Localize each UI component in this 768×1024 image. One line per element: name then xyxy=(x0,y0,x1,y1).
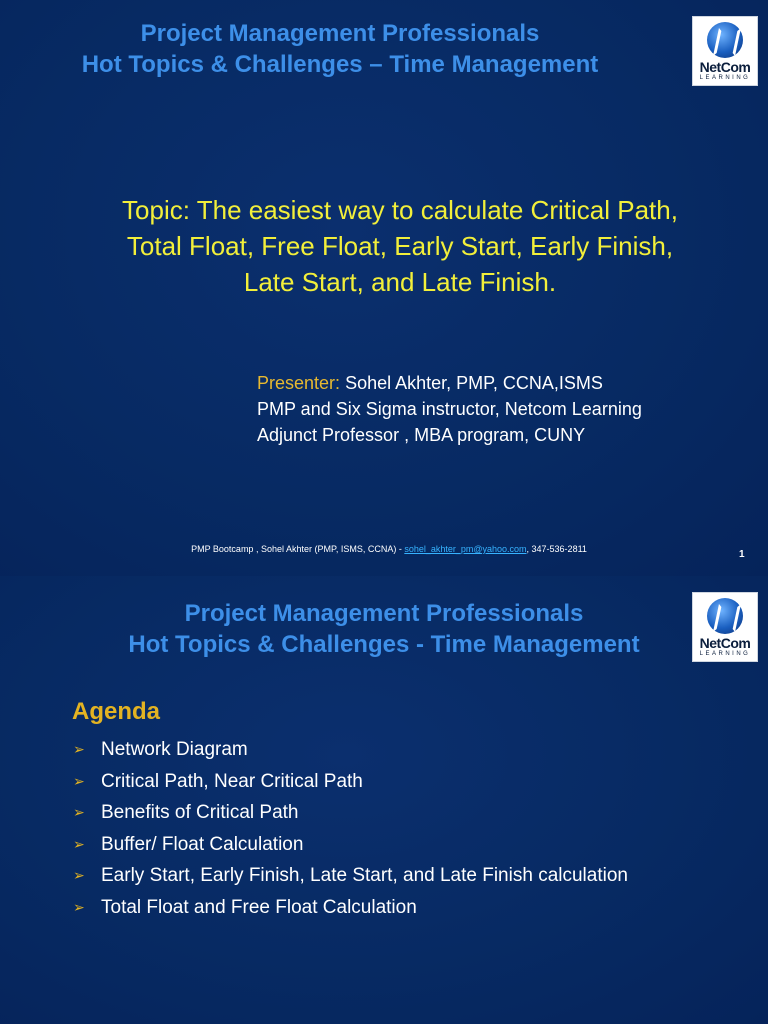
title-line-1: Project Management Professionals xyxy=(184,600,584,627)
topic-line-1: Topic: The easiest way to calculate Critical Path, xyxy=(122,195,678,225)
presenter-line-2: PMP and Six Sigma instructor, Netcom Learning xyxy=(257,399,642,419)
agenda-heading: Agenda xyxy=(72,698,161,725)
logo-brand: NetCom xyxy=(699,635,751,651)
topic-text xyxy=(40,192,760,300)
list-item xyxy=(73,766,628,798)
agenda-item-label: Benefits of Critical Path xyxy=(101,802,299,823)
globe-icon xyxy=(707,598,743,634)
title-line-1: Project Management Professionals xyxy=(140,20,540,47)
logo-brand: NetCom xyxy=(699,59,751,75)
presenter-name: Sohel Akhter, PMP, CCNA,ISMS xyxy=(345,373,603,393)
list-item xyxy=(73,829,628,861)
presenter-label: Presenter: xyxy=(257,373,341,393)
arrow-bullet-icon: ➢ xyxy=(73,741,85,757)
netcom-logo xyxy=(692,592,758,662)
title-line-2: Hot Topics & Challenges – Time Management xyxy=(81,51,599,78)
list-item xyxy=(73,797,628,829)
presenter-block xyxy=(257,370,642,448)
slide-2 xyxy=(0,576,768,1024)
topic-line-3: Late Start, and Late Finish. xyxy=(243,267,557,297)
arrow-bullet-icon: ➢ xyxy=(73,772,85,789)
list-item xyxy=(73,892,628,924)
footer-email-link[interactable]: sohel_akhter_pm@yahoo.com xyxy=(404,544,527,554)
list-item xyxy=(73,734,628,766)
agenda-item-label: Early Start, Early Finish, Late Start, and Late Finish calculation xyxy=(101,865,628,886)
list-item xyxy=(73,860,628,892)
slide-1-title xyxy=(0,18,680,80)
globe-icon xyxy=(707,22,743,58)
agenda-item-label: Total Float and Free Float Calculation xyxy=(101,896,417,918)
logo-sub: LEARNING xyxy=(699,75,751,81)
agenda-item-label: Network Diagram xyxy=(101,739,248,760)
agenda-item-label: Critical Path, Near Critical Path xyxy=(101,770,363,792)
slide-footer xyxy=(0,544,768,554)
arrow-bullet-icon: ➢ xyxy=(73,867,85,883)
arrow-bullet-icon: ➢ xyxy=(73,898,85,915)
arrow-bullet-icon: ➢ xyxy=(73,804,85,820)
arrow-bullet-icon: ➢ xyxy=(73,835,85,852)
footer-prefix: PMP Bootcamp , Sohel Akhter (PMP, ISMS, CCNA) - xyxy=(191,544,405,554)
presenter-line-3: Adjunct Professor , MBA program, CUNY xyxy=(257,425,586,445)
agenda-item-label: Buffer/ Float Calculation xyxy=(101,833,304,855)
presenter-line-1 xyxy=(257,370,642,396)
netcom-logo xyxy=(692,16,758,86)
slide-2-title xyxy=(0,598,768,660)
page-number: 1 xyxy=(739,549,745,560)
agenda-list xyxy=(73,734,628,923)
logo-sub: LEARNING xyxy=(699,651,751,657)
footer-suffix: , 347-536-2811 xyxy=(526,544,587,554)
title-line-2: Hot Topics & Challenges - Time Management xyxy=(128,631,640,658)
topic-line-2: Total Float, Free Float, Early Start, Early Finish, xyxy=(126,231,674,261)
